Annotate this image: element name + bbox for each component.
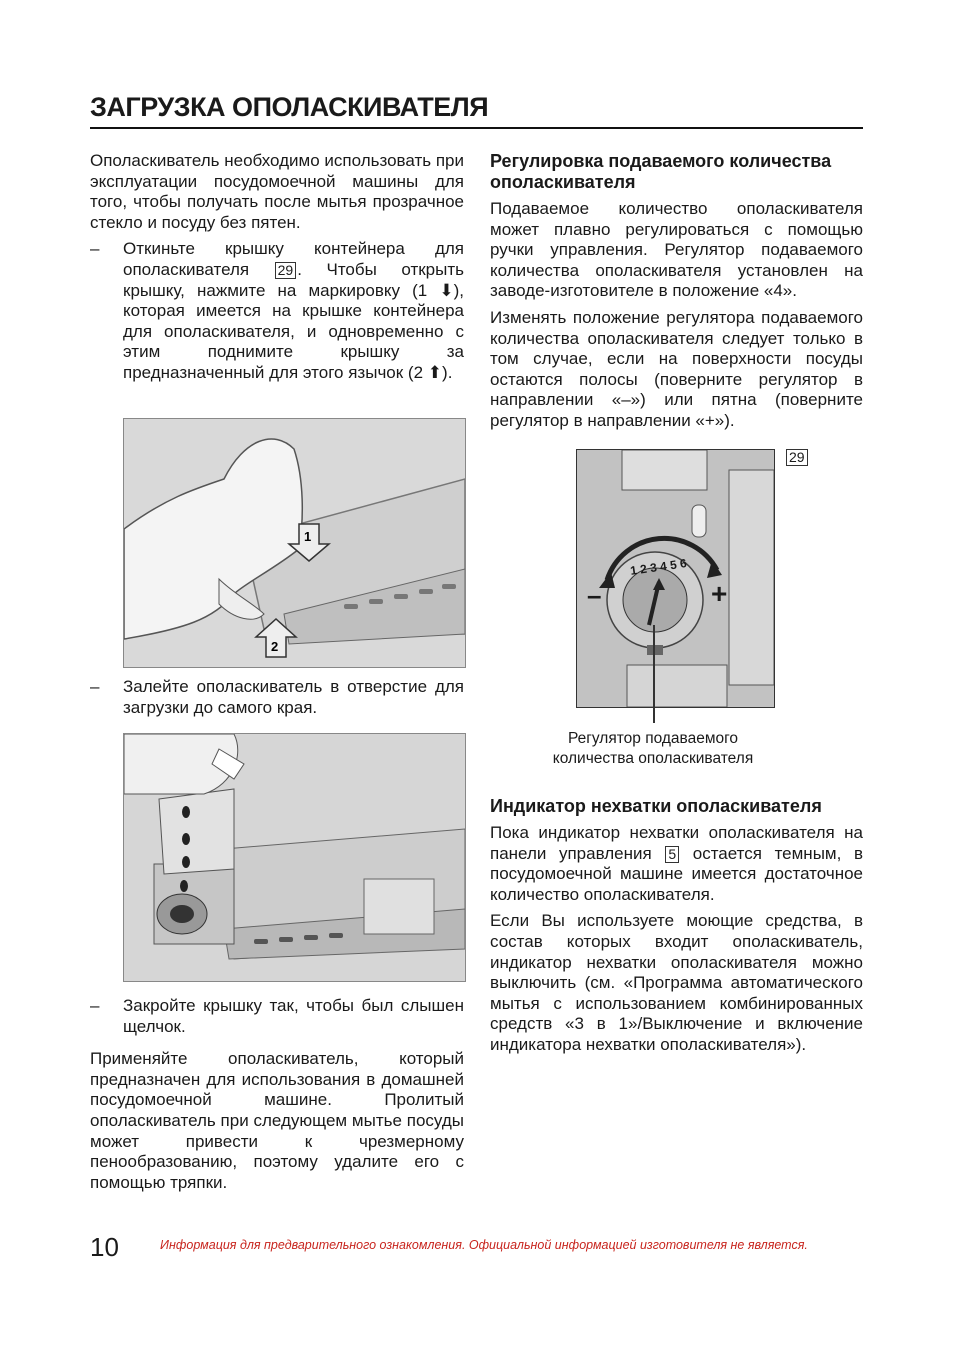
arrow-2-label: 2 — [271, 639, 279, 654]
dial-caption: Регулятор подаваемого количества ополаскивателя — [552, 730, 754, 767]
step-open-lid: – Откиньте крышку контейнера для ополаскивателя 29 . Чтобы открыть крышку, нажмите на маркировку (1 ⬇), которая имеется на крышке контейнера для ополаскивателя, и одновременно с этим поднимите крышку за предназначенный для этого язычок (2 ⬆). — [90, 239, 464, 382]
footer-disclaimer: Информация для предварительного ознакомления. Официальной информацией изготовителя не является. — [160, 1238, 808, 1252]
heading-indicator: Индикатор нехватки ополаскивателя — [490, 796, 822, 816]
right-column-top — [490, 151, 863, 438]
title-divider — [90, 127, 863, 129]
figure-pour-rinse-aid — [123, 733, 466, 982]
dosage-paragraph-1: Подаваемое количество ополаскивателя может плавно регулироваться с помощью ручки управления. Регулятор подаваемого количества ополаскивателя установлен на заводе-изготовителе в положение «4». — [490, 199, 863, 301]
outro-paragraph: Применяйте ополаскиватель, который предназначен для использования в домашней посудомоечной машине. Пролитый ополаскиватель при следующем мытье посуды может привести к чрезмерному пенообразованию, поэтому удалите его с помощью тряпки. — [90, 1049, 464, 1192]
step-close-lid: – Закройте крышку так, чтобы был слышен щелчок. — [90, 996, 464, 1036]
minus-label: – — [587, 580, 602, 610]
right-column-bottom — [490, 796, 863, 1062]
callout-line — [653, 625, 655, 723]
heading-dosage: Регулировка подаваемого количества ополаскивателя — [490, 151, 832, 192]
dial-number-labels: 1 2 3 4 5 6 — [629, 556, 688, 578]
left-column — [90, 151, 464, 390]
page-title: ЗАГРУЗКА ОПОЛАСКИВАТЕЛЯ — [90, 92, 489, 122]
indicator-paragraph-1: Пока индикатор нехватки ополаскивателя на панели управления 5 остается темным, в посудомоечной машине имеется достаточное количество ополаскивателя. — [490, 823, 863, 904]
indicator-paragraph-2: Если Вы используете моющие средства, в состав которых входит ополаскиватель, индикатор нехватки ополаскивателя можно выключить (см. «Программа автоматического мытья с использованием комбинированных средств «3 в 1»/Выключение и включение индикатора нехватки ополаскивателя»). — [490, 911, 863, 1054]
dosage-paragraph-2: Изменять положение регулятора подаваемого количества ополаскивателя следует только в том случае, если на поверхности посуды остаются полосы (поверните регулятор в направлении «–») или пятна (поверните регулятор в направлении «+»). — [490, 307, 863, 430]
left-bottom-text — [90, 996, 464, 1199]
figure-number: 29 — [786, 449, 808, 466]
ref-box: 5 — [665, 846, 679, 863]
plus-label: + — [711, 578, 728, 609]
figure-open-lid — [123, 418, 466, 668]
intro-paragraph: Ополаскиватель необходимо использовать при эксплуатации посудомоечной машины для того, чтобы получать после мытья прозрачное стекло и посуду без пятен. — [90, 151, 464, 232]
ref-box: 29 — [275, 262, 297, 279]
page-number: 10 — [90, 1232, 119, 1262]
step-fill: – Залейте ополаскиватель в отверстие для загрузки до самого края. — [90, 677, 464, 717]
bullet-dash: – — [90, 239, 100, 259]
arrow-down-icon: ⬇ — [439, 280, 454, 300]
arrow-up-icon: ⬆ — [427, 362, 443, 382]
arrow-1-label: 1 — [304, 529, 312, 544]
figure-dosage-dial — [576, 449, 775, 708]
